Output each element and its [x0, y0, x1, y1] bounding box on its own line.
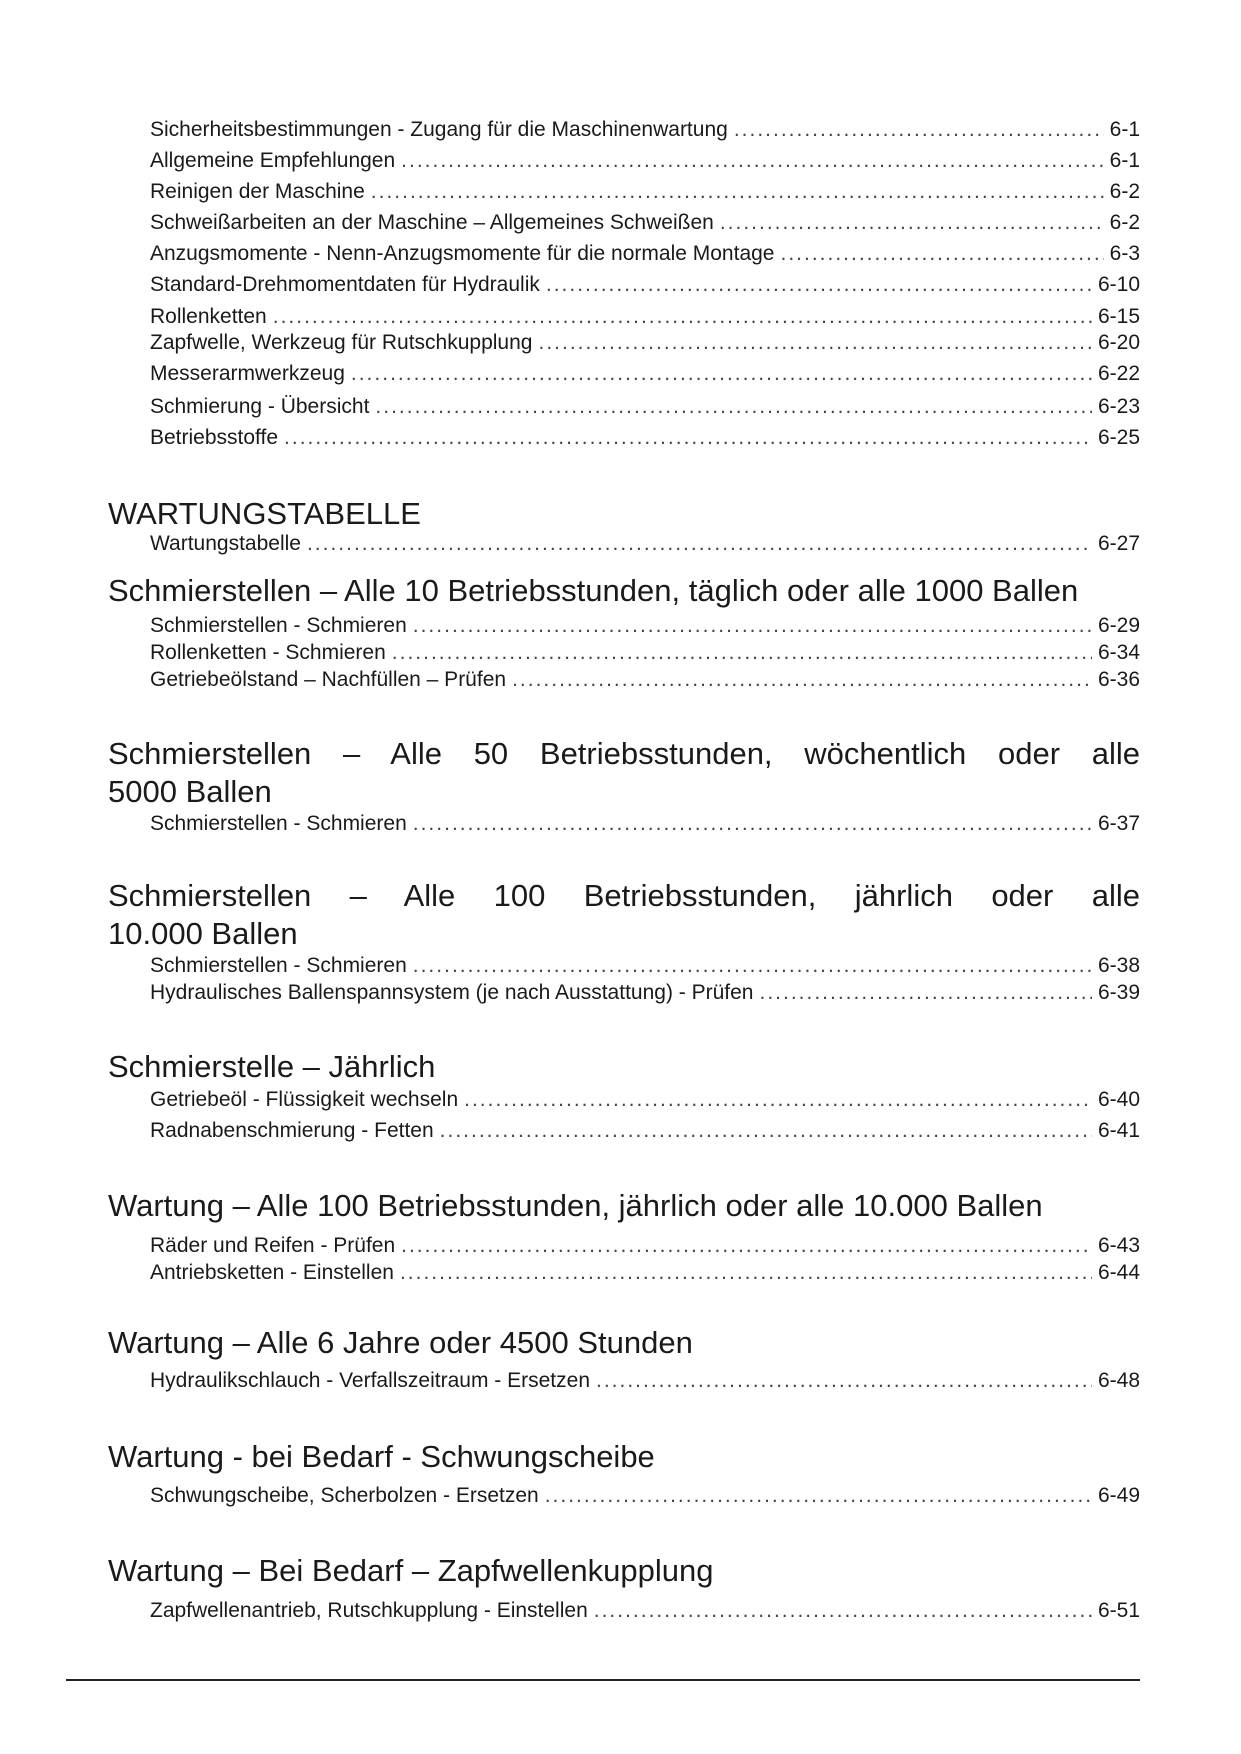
toc-entry-label: Getriebeöl - Flüssigkeit wechseln [150, 1088, 459, 1111]
toc-entry[interactable] [150, 1598, 1140, 1624]
toc-entry-label: Schmierstellen - Schmieren [150, 614, 407, 637]
toc-entry-page: 6-23 [1097, 395, 1140, 418]
toc-entry[interactable] [150, 1087, 1140, 1113]
toc-entry[interactable] [150, 1233, 1140, 1259]
toc-entry-page: 6-2 [1109, 180, 1140, 203]
footer-divider [66, 1679, 1140, 1681]
toc-entry[interactable] [150, 330, 1140, 356]
section-heading[interactable]: Schmierstellen – Alle 10 Betriebsstunden, täglich oder alle 1000 Ballen [108, 573, 1079, 608]
section-heading[interactable]: Schmierstellen – Alle 50 Betriebsstunden, wöchentlich oder alle [108, 736, 1140, 771]
toc-entry-label: Rollenketten - Schmieren [150, 641, 386, 664]
toc-entry[interactable] [150, 667, 1140, 693]
toc-entry[interactable] [150, 1118, 1140, 1144]
toc-entry[interactable] [150, 980, 1140, 1006]
toc-entry-label: Räder und Reifen - Prüfen [150, 1234, 396, 1257]
toc-entry-page: 6-20 [1097, 331, 1140, 354]
leader-dots [464, 1087, 1092, 1113]
toc-entry-page: 6-22 [1097, 362, 1140, 385]
toc-entry-label: Radnabenschmierung - Fetten [150, 1119, 434, 1142]
leader-dots [546, 272, 1092, 298]
leader-dots [392, 640, 1092, 666]
toc-entry-label: Sicherheitsbestimmungen - Zugang für die Maschinenwartung [150, 118, 728, 141]
toc-entry-label: Schwungscheibe, Scherbolzen - Ersetzen [150, 1484, 539, 1507]
toc-entry-page: 6-10 [1097, 273, 1140, 296]
toc-entry-label: Zapfwellenantrieb, Rutschkupplung - Einstellen [150, 1599, 588, 1622]
toc-entry-label: Hydraulisches Ballenspannsystem (je nach Ausstattung) - Prüfen [150, 981, 754, 1004]
toc-entry[interactable] [150, 179, 1140, 205]
toc-entry[interactable] [150, 361, 1140, 387]
toc-entry-label: Reinigen der Maschine [150, 180, 365, 203]
leader-dots [720, 210, 1104, 236]
toc-entry[interactable] [150, 811, 1140, 837]
section-heading-continued[interactable]: 10.000 Ballen [108, 916, 298, 951]
section-heading[interactable]: WARTUNGSTABELLE [108, 496, 421, 531]
toc-entry[interactable] [150, 117, 1140, 143]
toc-entry-label: Schweißarbeiten an der Maschine – Allgemeines Schweißen [150, 211, 714, 234]
leader-dots [780, 241, 1103, 267]
leader-dots [401, 148, 1103, 174]
toc-entry-page: 6-49 [1097, 1484, 1140, 1507]
leader-dots [401, 1233, 1092, 1259]
toc-entry[interactable] [150, 1483, 1140, 1509]
toc-entry-page: 6-27 [1097, 532, 1140, 555]
leader-dots [375, 394, 1092, 420]
toc-entry-label: Allgemeine Empfehlungen [150, 149, 396, 172]
toc-entry-page: 6-29 [1097, 614, 1140, 637]
toc-entry-page: 6-15 [1097, 305, 1140, 328]
toc-entry[interactable] [150, 613, 1140, 639]
leader-dots [545, 1483, 1092, 1509]
toc-entry[interactable] [150, 272, 1140, 298]
leader-dots [538, 330, 1091, 356]
toc-entry[interactable] [150, 148, 1140, 174]
toc-entry-page: 6-1 [1109, 118, 1140, 141]
leader-dots [734, 117, 1104, 143]
toc-entry-page: 6-1 [1109, 149, 1140, 172]
toc-entry-label: Betriebsstoffe [150, 426, 279, 449]
section-heading[interactable]: Wartung - bei Bedarf - Schwungscheibe [108, 1439, 655, 1474]
toc-entry-label: Zapfwelle, Werkzeug für Rutschkupplung [150, 331, 533, 354]
toc-entry-page: 6-36 [1097, 668, 1140, 691]
section-heading[interactable]: Wartung – Alle 6 Jahre oder 4500 Stunden [108, 1325, 693, 1360]
section-heading[interactable]: Wartung – Alle 100 Betriebsstunden, jährlich oder alle 10.000 Ballen [108, 1188, 1043, 1223]
section-heading-continued[interactable]: 5000 Ballen [108, 774, 272, 809]
toc-entry[interactable] [150, 640, 1140, 666]
leader-dots [413, 953, 1092, 979]
toc-entry-label: Schmierung - Übersicht [150, 395, 370, 418]
toc-entry[interactable] [150, 425, 1140, 451]
leader-dots [371, 179, 1104, 205]
toc-entry-label: Anzugsmomente - Nenn-Anzugsmomente für die normale Montage [150, 242, 775, 265]
leader-dots [400, 1260, 1092, 1286]
toc-entry[interactable] [150, 210, 1140, 236]
section-heading[interactable]: Schmierstelle – Jährlich [108, 1049, 436, 1084]
section-heading[interactable]: Wartung – Bei Bedarf – Zapfwellenkupplung [108, 1553, 714, 1588]
toc-entry-label: Hydraulikschlauch - Verfallszeitraum - Ersetzen [150, 1369, 590, 1392]
leader-dots [594, 1598, 1092, 1624]
leader-dots [759, 980, 1091, 1006]
toc-entry-label: Schmierstellen - Schmieren [150, 812, 407, 835]
leader-dots [273, 304, 1092, 330]
leader-dots [413, 613, 1092, 639]
toc-entry[interactable] [150, 394, 1140, 420]
toc-entry-page: 6-2 [1109, 211, 1140, 234]
leader-dots [351, 361, 1092, 387]
toc-entry-page: 6-44 [1097, 1261, 1140, 1284]
toc-entry-label: Getriebeölstand – Nachfüllen – Prüfen [150, 668, 507, 691]
toc-entry-label: Schmierstellen - Schmieren [150, 954, 407, 977]
leader-dots [307, 531, 1092, 557]
toc-entry-page: 6-25 [1097, 426, 1140, 449]
toc-entry-label: Standard-Drehmomentdaten für Hydraulik [150, 273, 540, 296]
leader-dots [512, 667, 1092, 693]
toc-entry-label: Wartungstabelle [150, 532, 301, 555]
toc-entry-label: Antriebsketten - Einstellen [150, 1261, 394, 1284]
section-heading[interactable]: Schmierstellen – Alle 100 Betriebsstunden, jährlich oder alle [108, 878, 1140, 913]
toc-entry-page: 6-40 [1097, 1088, 1140, 1111]
toc-entry-label: Messerarmwerkzeug [150, 362, 345, 385]
toc-entry-page: 6-37 [1097, 812, 1140, 835]
toc-entry[interactable] [150, 1260, 1140, 1286]
toc-entry-page: 6-51 [1097, 1599, 1140, 1622]
leader-dots [284, 425, 1092, 451]
toc-entry[interactable] [150, 953, 1140, 979]
toc-entry-page: 6-41 [1097, 1119, 1140, 1142]
leader-dots [440, 1118, 1092, 1144]
toc-entry[interactable] [150, 531, 1140, 557]
toc-entry[interactable] [150, 304, 1140, 330]
toc-entry-page: 6-39 [1097, 981, 1140, 1004]
leader-dots [413, 811, 1092, 837]
leader-dots [596, 1368, 1092, 1394]
toc-entry-page: 6-34 [1097, 641, 1140, 664]
toc-entry[interactable] [150, 1368, 1140, 1394]
toc-entry-label: Rollenketten [150, 305, 267, 328]
toc-entry-page: 6-3 [1109, 242, 1140, 265]
toc-entry-page: 6-43 [1097, 1234, 1140, 1257]
toc-entry-page: 6-48 [1097, 1369, 1140, 1392]
toc-entry-page: 6-38 [1097, 954, 1140, 977]
toc-entry[interactable] [150, 241, 1140, 267]
